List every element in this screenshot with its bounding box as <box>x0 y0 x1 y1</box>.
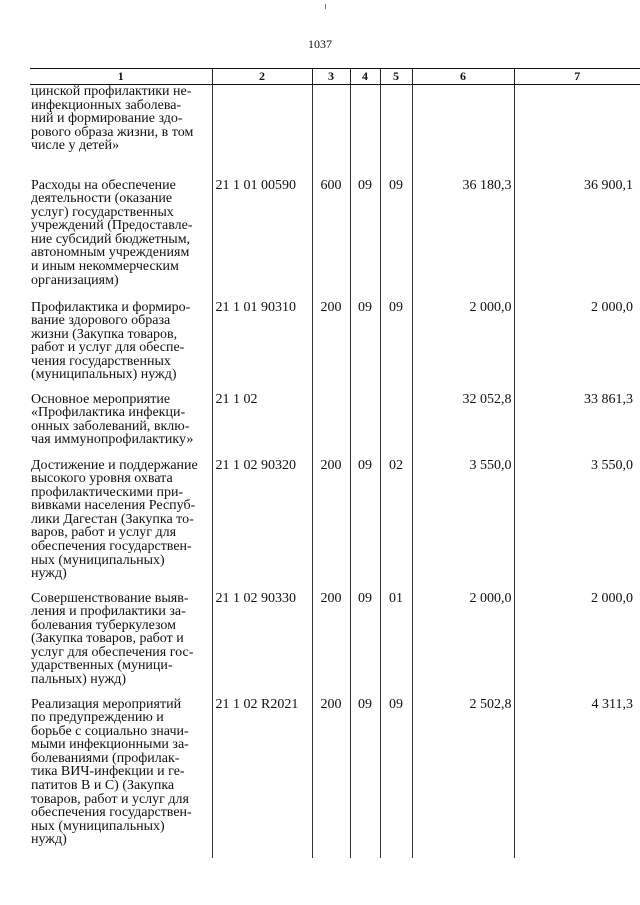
table-row <box>30 698 640 858</box>
row-sum-1: 2 502,8 <box>412 698 514 858</box>
row-sum-1: 36 180,3 <box>412 179 514 301</box>
row-code <box>212 85 312 179</box>
row-rz <box>350 393 380 459</box>
row-code: 21 1 01 90310 <box>212 301 312 393</box>
row-name: Совершенствование выяв- ления и профилактики за- болевания туберкулезом (Закупка товаров, работ и услуг для обеспечения гос- ударственных (муници- пальных) нужд) <box>31 590 194 688</box>
row-vr <box>312 85 350 179</box>
row-code: 21 1 01 00590 <box>212 179 312 301</box>
header-col-3: 3 <box>312 69 350 85</box>
table-row <box>30 301 640 393</box>
header-col-6: 6 <box>412 69 514 85</box>
row-code: 21 1 02 R2021 <box>212 698 312 858</box>
row-name: Достижение и поддержание высокого уровня охвата профилактическими при- вивками населения Респуб- лики Дагестан (Закупка то- варов, работ и услуг для обеспечения государствен- ных (муниципальных) нужд) <box>31 457 198 582</box>
row-sum-1: 2 000,0 <box>412 301 514 393</box>
row-name: цинской профилактики не- инфекционных заболева- ний и формирование здо- рового образа жизни, в том числе у детей» <box>31 84 194 154</box>
row-code: 21 1 02 90330 <box>212 592 312 698</box>
row-vr: 200 <box>312 301 350 393</box>
row-vr: 600 <box>312 179 350 301</box>
table-row <box>30 393 640 459</box>
row-name: Профилактика и формиро- вание здорового образа жизни (Закупка товаров, работ и услуг для обеспе- чения государственных (муниципальных) нужд) <box>31 299 191 383</box>
row-vr <box>312 393 350 459</box>
header-col-2: 2 <box>212 69 312 85</box>
row-name: Основное мероприятие «Профилактика инфекци- онных заболеваний, вклю- чая иммунопрофилактику» <box>31 391 194 448</box>
row-pr: 02 <box>380 459 412 592</box>
row-vr: 200 <box>312 698 350 858</box>
row-sum-1: 3 550,0 <box>412 459 514 592</box>
header-col-5: 5 <box>380 69 412 85</box>
header-col-4: 4 <box>350 69 380 85</box>
row-sum-2 <box>514 85 640 179</box>
row-vr: 200 <box>312 592 350 698</box>
row-sum-1: 32 052,8 <box>412 393 514 459</box>
row-pr: 01 <box>380 592 412 698</box>
row-rz: 09 <box>350 698 380 858</box>
row-pr: 09 <box>380 301 412 393</box>
row-rz: 09 <box>350 301 380 393</box>
row-rz <box>350 85 380 179</box>
row-pr <box>380 393 412 459</box>
row-vr: 200 <box>312 459 350 592</box>
row-sum-2: 2 000,0 <box>514 301 640 393</box>
header-col-1: 1 <box>30 69 212 85</box>
row-sum-1 <box>412 85 514 179</box>
header-col-7: 7 <box>514 69 640 85</box>
row-rz: 09 <box>350 179 380 301</box>
table-body <box>30 85 640 858</box>
row-name: Реализация мероприятий по предупреждению и борьбе с социально значи- мыми инфекционными за- болеваниями (профилак- тика ВИЧ-инфекции и ге- патитов В и С) (Закупка товаров, работ и услуг для обеспечения государствен- ных (муниципальных) нужд) <box>31 696 192 848</box>
row-sum-2: 33 861,3 <box>514 393 640 459</box>
row-rz: 09 <box>350 459 380 592</box>
scan-mark <box>325 4 326 9</box>
row-sum-2: 2 000,0 <box>514 592 640 698</box>
header-row <box>30 69 640 85</box>
row-sum-2: 4 311,3 <box>514 698 640 858</box>
row-rz: 09 <box>350 592 380 698</box>
row-sum-2: 36 900,1 <box>514 179 640 301</box>
row-code: 21 1 02 90320 <box>212 459 312 592</box>
table-row <box>30 179 640 301</box>
budget-table-wrapper <box>30 68 640 858</box>
row-pr <box>380 85 412 179</box>
row-name: Расходы на обеспечение деятельности (оказание услуг) государственных учреждений (Предоставле- ние субсидий бюджетным, автономным учреждениям и иным некоммерческим организациям) <box>31 177 193 288</box>
row-sum-2: 3 550,0 <box>514 459 640 592</box>
table-row <box>30 459 640 592</box>
row-pr: 09 <box>380 179 412 301</box>
table-row <box>30 85 640 179</box>
row-pr: 09 <box>380 698 412 858</box>
table-row <box>30 592 640 698</box>
row-sum-1: 2 000,0 <box>412 592 514 698</box>
budget-table <box>30 68 640 858</box>
row-code: 21 1 02 <box>212 393 312 459</box>
page-number: 1037 <box>308 37 332 51</box>
